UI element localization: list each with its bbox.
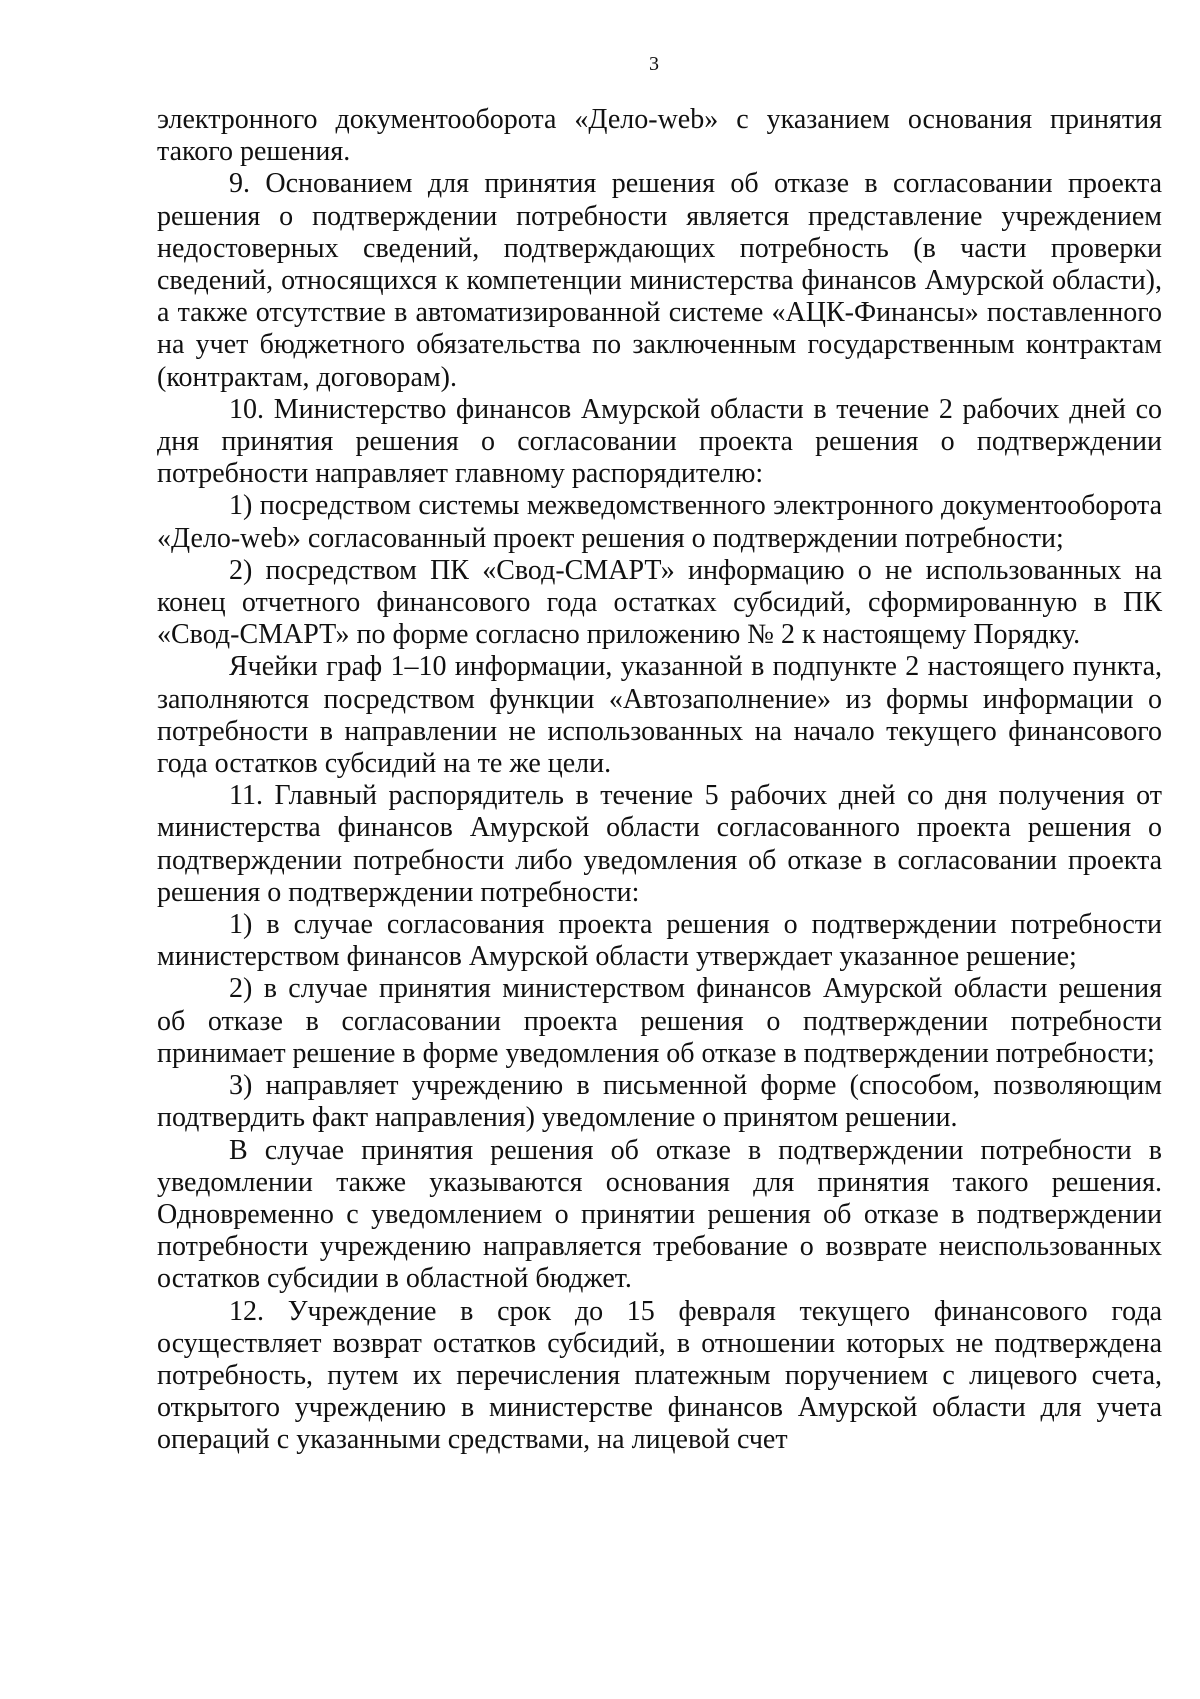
- paragraph-9: 9. Основанием для принятия решения об отказе в согласовании проекта решения о подтверждении потребности является представление учреждением недостоверных сведений, подтверждающих потребность (в части проверки сведений, относящихся к компетенции министерства финансов Амурской области), а также отсутствие в автоматизированной системе «АЦК-Финансы» поставленного на учет бюджетного обязательства по заключенным государственным контрактам (контрактам, договорам).: [157, 168, 1162, 393]
- paragraph-11-item-1: 1) в случае согласования проекта решения о подтверждении потребности министерством финансов Амурской области утверждает указанное решение;: [157, 909, 1162, 973]
- paragraph-10-item-1: 1) посредством системы межведомственного электронного документооборота «Дело-web» согласованный проект решения о подтверждении потребности;: [157, 490, 1162, 554]
- paragraph-10-item-2: 2) посредством ПК «Свод-СМАРТ» информацию о не использованных на конец отчетного финансового года остатках субсидий, сформированную в ПК «Свод-СМАРТ» по форме согласно приложению № 2 к настоящему Порядку.: [157, 554, 1162, 651]
- document-body: [157, 104, 1162, 1457]
- paragraph-10-cells: Ячейки граф 1–10 информации, указанной в подпункте 2 настоящего пункта, заполняются посредством функции «Автозаполнение» из формы информации о потребности в направлении не использованных на начало текущего финансового года остатков субсидий на те же цели.: [157, 651, 1162, 780]
- paragraph-11-refusal: В случае принятия решения об отказе в подтверждении потребности в уведомлении также указываются основания для принятия такого решения. Одновременно с уведомлением о принятии решения об отказе в подтверждении потребности учреждению направляется требование о возврате неиспользованных остатков субсидии в областной бюджет.: [157, 1134, 1162, 1295]
- page-number: 3: [649, 53, 659, 75]
- paragraph-continuation: электронного документооборота «Дело-web» с указанием основания принятия такого решения.: [157, 104, 1162, 168]
- paragraph-11-item-2: 2) в случае принятия министерством финансов Амурской области решения об отказе в согласовании проекта решения о подтверждении потребности принимает решение в форме уведомления об отказе в подтверждении потребности;: [157, 973, 1162, 1069]
- paragraph-12: 12. Учреждение в срок до 15 февраля текущего финансового года осуществляет возврат остатков субсидий, в отношении которых не подтверждена потребность, путем их перечисления платежным поручением с лицевого счета, открытого учреждению в министерстве финансов Амурской области для учета операций с указанными средствами, на лицевой счет: [157, 1295, 1162, 1456]
- paragraph-10: 10. Министерство финансов Амурской области в течение 2 рабочих дней со дня принятия решения о согласовании проекта решения о подтверждении потребности направляет главному распорядителю:: [157, 393, 1162, 490]
- paragraph-11: 11. Главный распорядитель в течение 5 рабочих дней со дня получения от министерства финансов Амурской области согласованного проекта решения о подтверждении потребности либо уведомления об отказе в согласовании проекта решения о подтверждении потребности:: [157, 780, 1162, 908]
- paragraph-11-item-3: 3) направляет учреждению в письменной форме (способом, позволяющим подтвердить факт направления) уведомление о принятом решении.: [157, 1070, 1162, 1134]
